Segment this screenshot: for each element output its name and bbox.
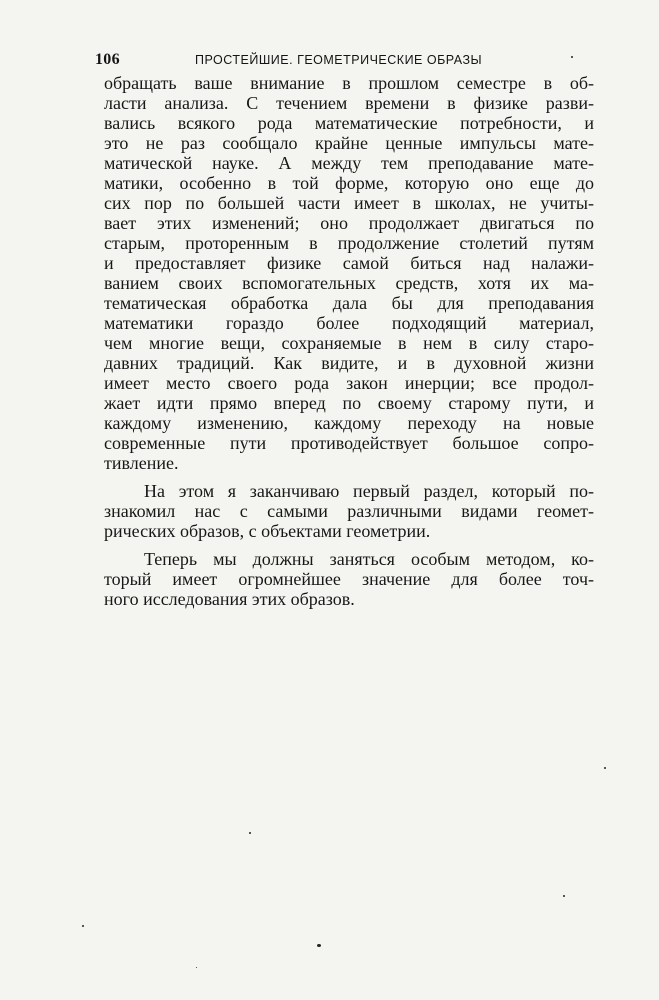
text-line: и предоставляет физике самой биться над налажи- [104, 253, 594, 273]
text-line: ванием своих вспомогательных средств, хотя их ма- [104, 273, 594, 293]
text-line: знакомил нас с самыми различными видами геомет- [104, 501, 594, 521]
page-number: 106 [95, 51, 120, 68]
text-line: На этом я заканчиваю первый раздел, который по- [144, 481, 594, 501]
text-line: жает идти прямо вперед по своему старому пути, и [104, 393, 594, 413]
text-line: старым, проторенным в продолжение столетий путям [104, 233, 594, 253]
text-line: ного исследования этих образов. [104, 589, 355, 609]
print-speck [196, 967, 197, 968]
print-speck [82, 925, 84, 927]
text-line: тивление. [104, 453, 179, 473]
text-line: тематическая обработка дала бы для преподавания [104, 293, 594, 313]
paragraph-2 [104, 481, 594, 541]
text-line: давних традиций. Как видите, и в духовной жизни [104, 353, 594, 373]
text-line: рических образов, с объектами геометрии. [104, 521, 431, 541]
running-title: ПРОСТЕЙШИЕ. ГЕОМЕТРИЧЕСКИЕ ОБРАЗЫ [195, 53, 483, 67]
text-line: матики, особенно в той форме, которую оно еще до [104, 173, 594, 193]
text-line: имеет место своего рода закон инерции; все продол- [104, 373, 594, 393]
print-speck [249, 832, 251, 834]
text-line: чем многие вещи, сохраняемые в нем в силу старо- [104, 333, 594, 353]
text-line: обращать ваше внимание в прошлом семестре в об- [104, 73, 594, 93]
paragraph-gap [104, 541, 594, 549]
print-speck [571, 56, 573, 58]
print-speck [317, 944, 321, 947]
text-line: это не раз сообщало крайне ценные импульсы мате- [104, 133, 594, 153]
text-line: сих пор по большей части имеет в школах, не учиты- [104, 193, 594, 213]
text-line: Теперь мы должны заняться особым методом, ко- [144, 549, 594, 569]
paragraph-gap [104, 473, 594, 481]
body-text [104, 73, 594, 609]
print-speck [563, 895, 565, 897]
paragraph-1 [104, 73, 594, 473]
text-line: каждому изменению, каждому переходу на новые [104, 413, 594, 433]
print-speck [604, 767, 606, 769]
text-line: матической науке. А между тем преподавание мате- [104, 153, 594, 173]
text-line: вает этих изменений; оно продолжает двигаться по [104, 213, 594, 233]
paragraph-3 [104, 549, 594, 609]
text-line: вались всякого рода математические потребности, и [104, 113, 594, 133]
page-header [95, 51, 565, 69]
text-line: ласти анализа. С течением времени в физике разви- [104, 93, 594, 113]
text-line: математики гораздо более подходящий материал, [104, 313, 594, 333]
text-line: торый имеет огромнейшее значение для более точ- [104, 569, 594, 589]
text-line: современные пути противодействует большое сопро- [104, 433, 594, 453]
